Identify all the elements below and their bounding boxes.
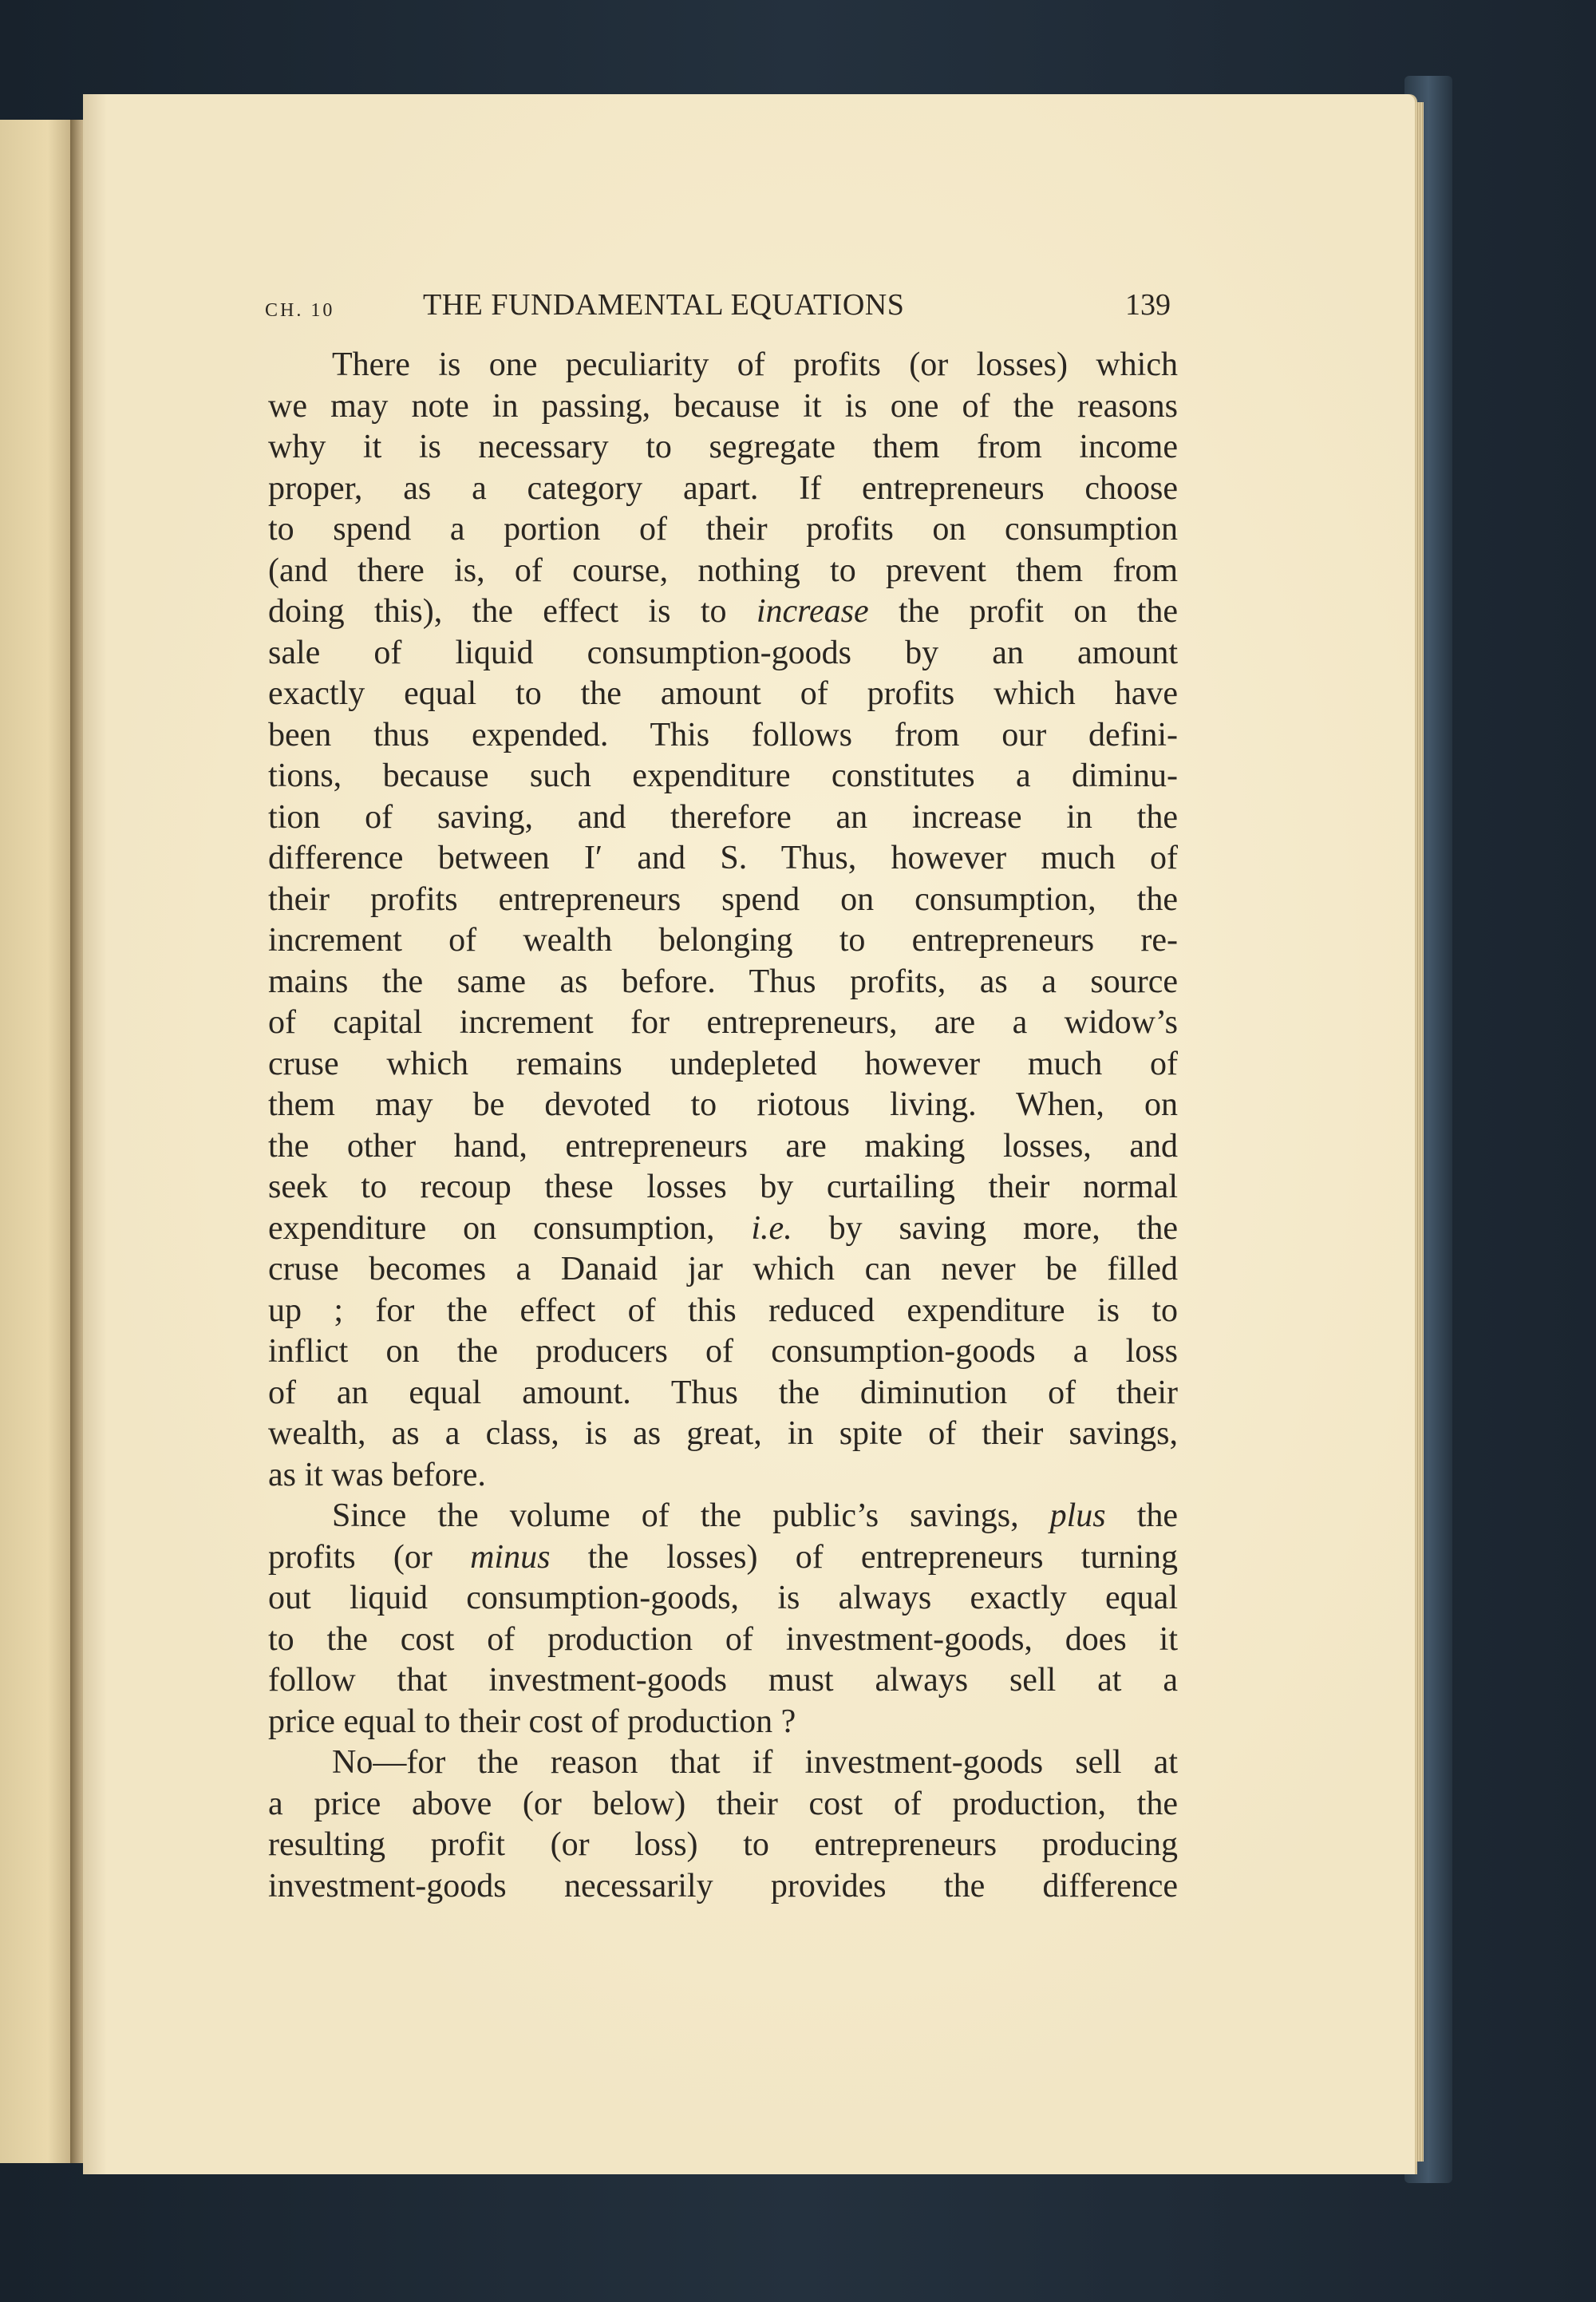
italic-text: increase — [756, 593, 869, 630]
text-line — [268, 674, 1178, 715]
text-run: investment-goods necessarily provides the difference — [268, 1867, 1178, 1904]
text-line — [268, 509, 1178, 551]
text-run: the losses) of entrepreneurs turning — [550, 1538, 1178, 1576]
text-line — [268, 345, 1178, 386]
page-number: 139 — [1125, 288, 1171, 322]
italic-text: minus — [470, 1538, 551, 1576]
body-text — [268, 345, 1178, 1907]
text-run: mains the same as before. Thus profits, as a source — [268, 963, 1178, 1000]
text-line — [268, 1578, 1178, 1620]
facing-page-edge — [0, 120, 80, 2163]
text-run: doing this), the effect is to — [268, 593, 757, 630]
text-run: inflict on the producers of consumption-goods a loss — [268, 1333, 1178, 1370]
text-line — [268, 1373, 1178, 1414]
text-run: profits (or — [268, 1538, 471, 1576]
text-run: price equal to their cost of production ? — [268, 1703, 796, 1740]
text-run: expenditure on consumption, — [268, 1209, 752, 1247]
text-run: to the cost of production of investment-goods, does it — [268, 1620, 1178, 1658]
text-run: a price above (or below) their cost of production, the — [268, 1785, 1178, 1822]
text-line — [268, 1455, 1178, 1497]
text-line — [268, 1208, 1178, 1250]
text-run: them may be devoted to riotous living. When, on — [268, 1086, 1178, 1123]
running-head — [265, 286, 1171, 330]
text-line — [268, 1660, 1178, 1702]
text-line — [268, 1414, 1178, 1455]
text-run: resulting profit (or loss) to entrepreneurs producing — [268, 1826, 1178, 1863]
text-run: proper, as a category apart. If entrepreneurs choose — [268, 469, 1178, 507]
text-line — [268, 1331, 1178, 1373]
text-run: wealth, as a class, is as great, in spite of their savings, — [268, 1415, 1178, 1452]
text-run: Since the volume of the public’s savings, — [332, 1497, 1050, 1534]
text-run: tion of saving, and therefore an increase in the — [268, 798, 1178, 836]
text-line — [268, 1537, 1178, 1579]
text-run: we may note in passing, because it is one of the reasons — [268, 387, 1178, 425]
text-line — [268, 633, 1178, 674]
text-line — [268, 551, 1178, 592]
text-line — [268, 1085, 1178, 1126]
text-line — [268, 756, 1178, 797]
text-line — [268, 591, 1178, 633]
text-line — [268, 1866, 1178, 1908]
text-line — [268, 1620, 1178, 1661]
text-line — [268, 1126, 1178, 1168]
text-run: difference between I′ and S. Thus, however much of — [268, 840, 1178, 876]
text-line — [268, 880, 1178, 921]
text-run: cruse becomes a Danaid jar which can never be filled — [268, 1251, 1178, 1287]
text-run: follow that investment-goods must always sell at a — [268, 1662, 1178, 1699]
text-run: to spend a portion of their profits on consumption — [268, 511, 1178, 548]
text-run: of capital increment for entrepreneurs, are a widow’s — [268, 1004, 1178, 1041]
text-line — [268, 1044, 1178, 1086]
text-run: the other hand, entrepreneurs are making losses, and — [268, 1127, 1178, 1165]
chapter-title: THE FUNDAMENTAL EQUATIONS — [423, 288, 905, 322]
chapter-label: CH. 10 — [265, 300, 335, 321]
text-run: No—for the reason that if investment-goods sell at — [332, 1744, 1178, 1781]
text-run: sale of liquid consumption-goods by an amount — [268, 634, 1178, 671]
text-line — [268, 1784, 1178, 1825]
text-run: cruse which remains undepleted however much of — [268, 1045, 1178, 1082]
text-line — [268, 920, 1178, 962]
text-run: There is one peculiarity of profits (or losses) which — [332, 346, 1178, 383]
text-run: increment of wealth belonging to entrepreneurs re- — [268, 922, 1178, 959]
text-run: by saving more, the — [792, 1209, 1178, 1247]
italic-text: i.e. — [751, 1209, 792, 1247]
text-run: exactly equal to the amount of profits which have — [268, 675, 1178, 712]
text-line — [268, 1742, 1178, 1784]
text-line — [268, 1167, 1178, 1208]
text-run: seek to recoup these losses by curtailing their normal — [268, 1169, 1178, 1205]
text-run: why it is necessary to segregate them from income — [268, 429, 1178, 465]
text-run: (and there is, of course, nothing to prevent them from — [268, 552, 1178, 589]
text-run: the profit on the — [868, 593, 1179, 630]
italic-text: plus — [1049, 1497, 1106, 1534]
text-run: up ; for the effect of this reduced expenditure is to — [268, 1291, 1178, 1329]
text-line — [268, 1825, 1178, 1866]
text-line — [268, 427, 1178, 469]
text-line — [268, 838, 1178, 880]
text-line — [268, 1249, 1178, 1291]
text-line — [268, 1496, 1178, 1537]
text-run: tions, because such expenditure constitutes a diminu- — [268, 757, 1178, 794]
text-run: as it was before. — [268, 1456, 486, 1493]
text-run: the — [1105, 1497, 1179, 1534]
text-run: been thus expended. This follows from our defini- — [268, 716, 1178, 753]
text-line — [268, 1702, 1178, 1743]
text-line — [268, 797, 1178, 839]
text-line — [268, 469, 1178, 510]
text-run: out liquid consumption-goods, is always exactly equal — [268, 1580, 1178, 1616]
text-line — [268, 1291, 1178, 1332]
text-line — [268, 1003, 1178, 1044]
text-line — [268, 962, 1178, 1003]
text-line — [268, 715, 1178, 757]
page-stack-edges — [1416, 102, 1424, 2162]
text-run: of an equal amount. Thus the diminution of their — [268, 1374, 1178, 1411]
text-line — [268, 386, 1178, 428]
text-run: their profits entrepreneurs spend on consumption, the — [268, 880, 1178, 918]
